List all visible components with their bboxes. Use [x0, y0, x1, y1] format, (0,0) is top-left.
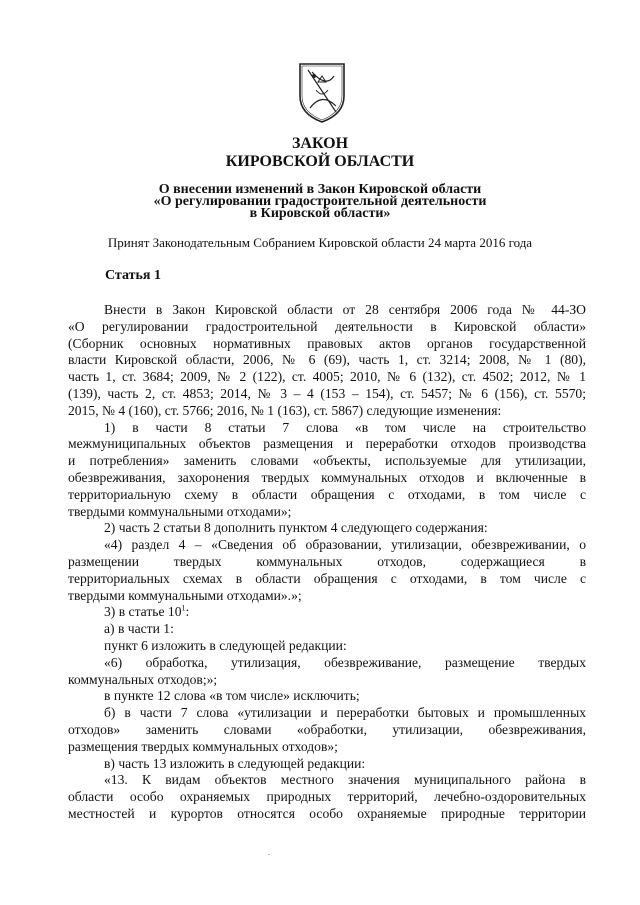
body-line: «О регулировании градостроительной деятельности в Кировской области»: [68, 318, 586, 334]
body-line: обезвреживания, захоронения твердых коммунальных отходов и включенные в: [68, 469, 586, 485]
body-line: области особо охраняемых природных территорий, лечебно-оздоровительных: [68, 789, 586, 805]
coat-of-arms-icon: [298, 62, 346, 124]
body-line: местностей и курортов относятся особо охраняемые природные территории: [68, 805, 586, 821]
body-line: размещения твердых коммунальных отходов»;: [68, 738, 338, 754]
body-line: пункт 6 изложить в следующей редакции:: [104, 637, 347, 653]
body-line: твердыми коммунальными отходами».»;: [68, 587, 302, 603]
body-line: 1) в части 8 статьи 7 слова «в том числе на строительство: [104, 419, 586, 435]
body-line: «4) раздел 4 – «Сведения об образовании, утилизации, обезвреживании, о: [104, 537, 586, 553]
body-line: территориальную схему в области обращения с отходами, в том числе с: [68, 486, 586, 502]
body-line: Внести в Закон Кировской области от 28 сентября 2006 года № 44-ЗО: [104, 302, 586, 317]
body-line: (Сборник основных нормативных правовых актов органов государственной: [68, 335, 586, 351]
adoption-note: Принят Законодательным Собранием Кировской области 24 марта 2016 года: [107, 235, 533, 250]
body-line: а) в части 1:: [104, 621, 174, 637]
subtitle-line-1: О внесении изменений в Закон Кировской области: [158, 182, 482, 197]
subtitle-line-2: «О регулировании градостроительной деятельности: [153, 194, 487, 209]
body-line: б) в части 7 слова «утилизации и переработки бытовых и промышленных: [104, 705, 586, 721]
article-body: [68, 302, 586, 823]
subtitle-line-3: в Кировской области»: [249, 206, 391, 221]
body-line: в) часть 13 изложить в следующей редакции:: [104, 755, 366, 771]
superscript: 1: [181, 604, 186, 613]
body-line: и потребления» заменить словами «объекты, используемые для утилизации,: [68, 453, 586, 469]
body-line: власти Кировской области, 2006, № 6 (69), часть 1, ст. 3214; 2008, № 1 (80),: [68, 352, 586, 368]
region-title: КИРОВСКОЙ ОБЛАСТИ: [225, 153, 415, 170]
body-line: твердыми коммунальными отходами»;: [68, 503, 292, 519]
body-line: 2) часть 2 статьи 8 дополнить пунктом 4 следующего содержания:: [104, 520, 488, 536]
body-line: 2015, № 4 (160), ст. 5766; 2016, № 1 (163), ст. 5867) следующие изменения:: [68, 402, 502, 418]
body-line: часть 1, ст. 3684; 2009, № 2 (122), ст. 4005; 2010, № 6 (132), ст. 4502; 2012, № 1: [68, 369, 586, 385]
body-line: (139), часть 2, ст. 4853; 2014, № 3 – 4 (153 – 154), ст. 5457; № 6 (156), ст. 5570;: [68, 385, 586, 401]
body-line: в пункте 12 слова «в том числе» исключить;: [104, 688, 360, 704]
body-line: размещении твердых коммунальных отходов, содержащиеся в: [68, 553, 586, 569]
body-line: «6) обработка, утилизация, обезвреживание, размещение твердых: [104, 654, 586, 670]
body-line: отходов» заменить словами «обработки, утилизации, обезвреживания,: [68, 721, 586, 737]
scan-speck: [268, 854, 270, 855]
article-heading: Статья 1: [105, 268, 161, 283]
body-line-with-superscript: [68, 604, 586, 621]
body-line-text: 3) в статье 10: [104, 604, 182, 620]
colon: :: [185, 604, 190, 620]
body-line: территориальных схемах в области обращения с отходами, в том числе с: [68, 570, 586, 586]
body-line: «13. К видам объектов местного значения муниципального района в: [104, 772, 586, 788]
body-line: межмуниципальных объектов размещения и переработки отходов производства: [68, 436, 586, 452]
law-title: ЗАКОН: [291, 135, 349, 152]
body-line: коммунальных отходов;»;: [68, 671, 218, 687]
